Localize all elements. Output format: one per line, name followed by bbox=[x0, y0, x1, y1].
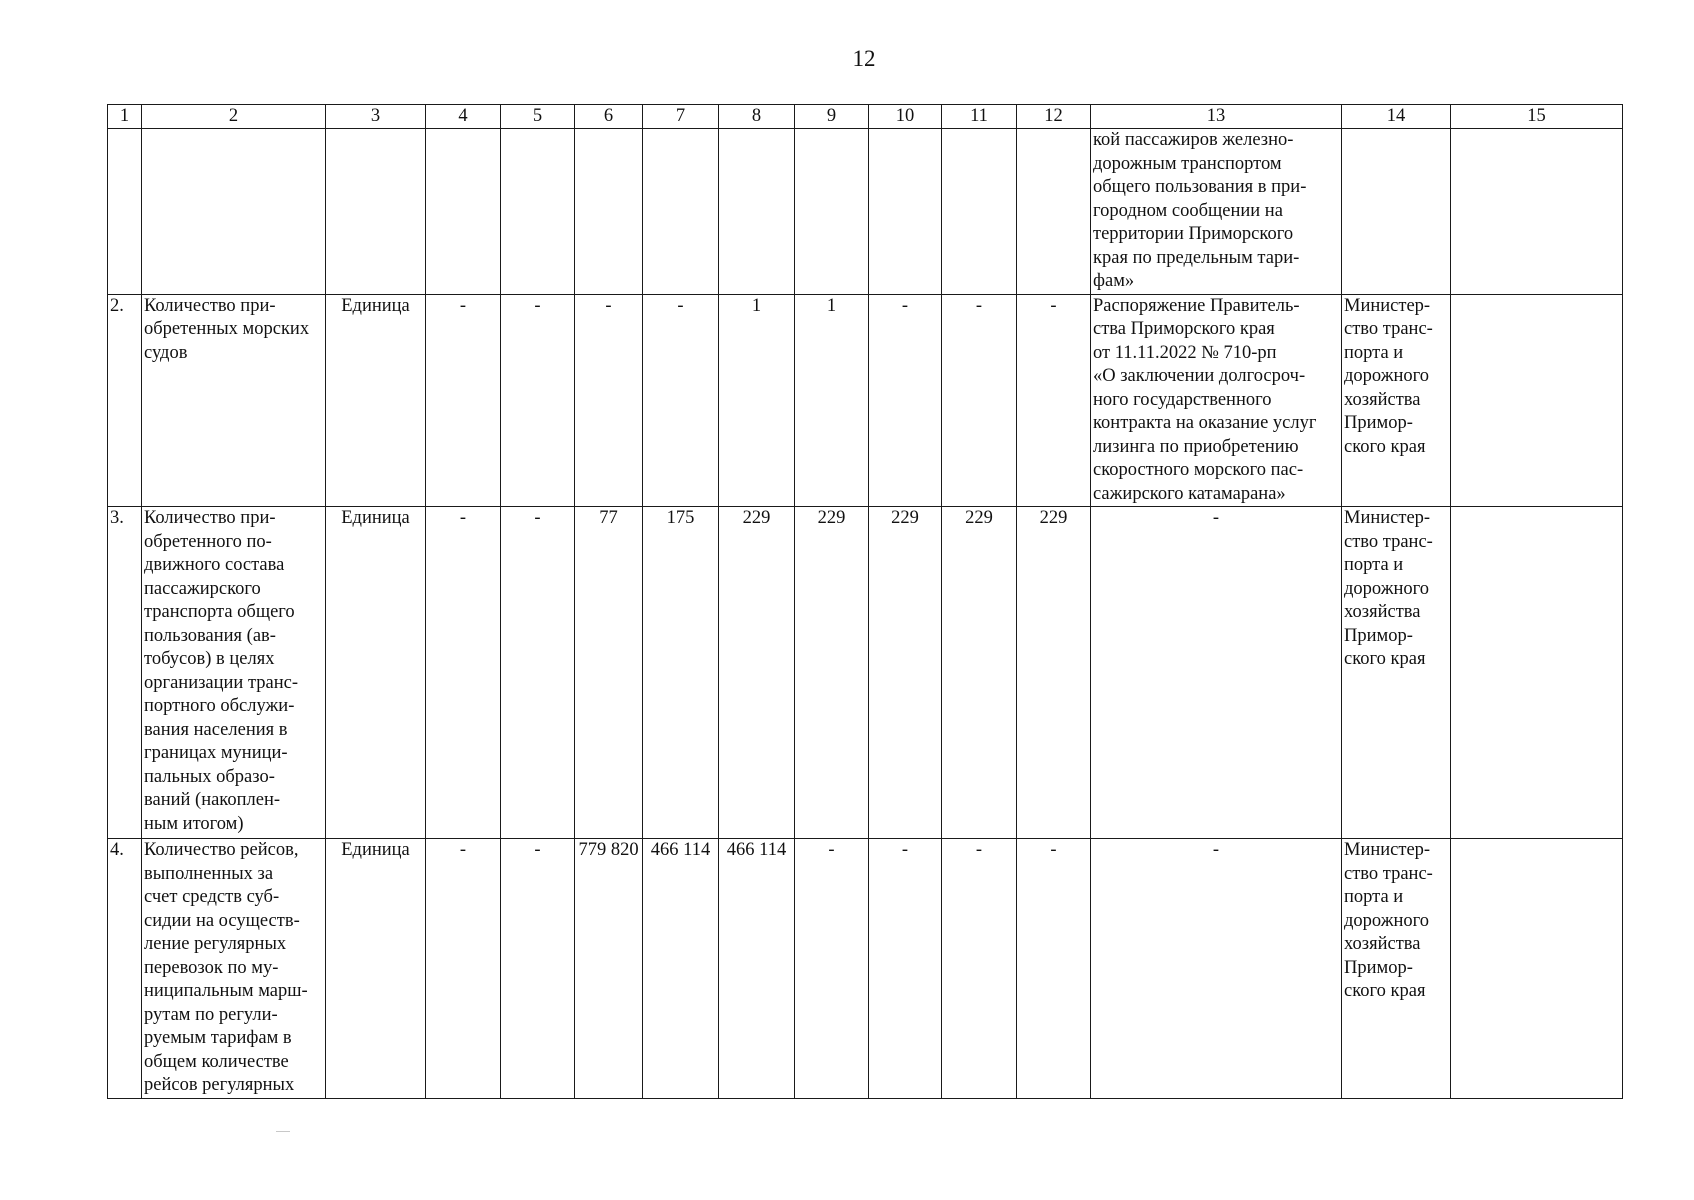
value-cell: 229 bbox=[1017, 507, 1091, 839]
legal-basis-cell: - bbox=[1091, 839, 1342, 1099]
row-number-cell: 3. bbox=[108, 507, 142, 839]
column-number: 1 bbox=[108, 105, 142, 129]
notes-cell bbox=[1451, 129, 1623, 295]
value-cell: - bbox=[795, 839, 869, 1099]
value-cell: 1 bbox=[795, 294, 869, 507]
responsible-cell: Министер- ство транс- порта и дорожного хозяйства Примор- ского края bbox=[1342, 294, 1451, 507]
column-number: 8 bbox=[719, 105, 795, 129]
table-row bbox=[108, 294, 1623, 507]
value-cell: - bbox=[426, 294, 501, 507]
column-number: 14 bbox=[1342, 105, 1451, 129]
unit-cell bbox=[326, 129, 426, 295]
page-number: 12 bbox=[852, 46, 876, 71]
scan-speck bbox=[276, 1131, 290, 1132]
value-cell: - bbox=[869, 294, 942, 507]
value-cell: - bbox=[1017, 839, 1091, 1099]
legal-basis-cell: кой пассажиров железно- дорожным транспортом общего пользования в при- городном сообщении на территории Приморского края по предельным тари- фам» bbox=[1091, 129, 1342, 295]
column-number: 7 bbox=[643, 105, 719, 129]
table-row bbox=[108, 839, 1623, 1099]
indicator-name-cell: Количество рейсов, выполненных за счет средств суб- сидии на осуществ- ление регулярных перевозок по му- ниципальным марш- рутам по регули- руемым тарифам в общем количестве рейсов регулярных bbox=[142, 839, 326, 1099]
value-cell: 466 114 bbox=[643, 839, 719, 1099]
value-cell: 77 bbox=[575, 507, 643, 839]
value-cell: - bbox=[426, 839, 501, 1099]
value-cell: 1 bbox=[719, 294, 795, 507]
column-number: 6 bbox=[575, 105, 643, 129]
row-number-cell bbox=[108, 129, 142, 295]
value-cell: - bbox=[869, 839, 942, 1099]
column-number: 12 bbox=[1017, 105, 1091, 129]
value-cell bbox=[1017, 129, 1091, 295]
column-number: 11 bbox=[942, 105, 1017, 129]
indicators-table bbox=[107, 104, 1623, 1099]
responsible-cell: Министер- ство транс- порта и дорожного хозяйства Примор- ского края bbox=[1342, 839, 1451, 1099]
value-cell: - bbox=[501, 294, 575, 507]
value-cell bbox=[869, 129, 942, 295]
table-row bbox=[108, 507, 1623, 839]
column-number: 10 bbox=[869, 105, 942, 129]
responsible-cell bbox=[1342, 129, 1451, 295]
value-cell bbox=[795, 129, 869, 295]
unit-cell: Единица bbox=[326, 507, 426, 839]
value-cell: - bbox=[575, 294, 643, 507]
value-cell bbox=[719, 129, 795, 295]
column-number: 3 bbox=[326, 105, 426, 129]
value-cell: 229 bbox=[719, 507, 795, 839]
value-cell: 229 bbox=[795, 507, 869, 839]
unit-cell: Единица bbox=[326, 839, 426, 1099]
table-row bbox=[108, 129, 1623, 295]
column-number: 5 bbox=[501, 105, 575, 129]
notes-cell bbox=[1451, 294, 1623, 507]
value-cell: - bbox=[643, 294, 719, 507]
value-cell: 175 bbox=[643, 507, 719, 839]
unit-cell: Единица bbox=[326, 294, 426, 507]
legal-basis-cell: - bbox=[1091, 507, 1342, 839]
column-number-row bbox=[108, 105, 1623, 129]
value-cell: - bbox=[426, 507, 501, 839]
column-number: 9 bbox=[795, 105, 869, 129]
indicator-name-cell: Количество при- обретенных морских судов bbox=[142, 294, 326, 507]
value-cell: 229 bbox=[942, 507, 1017, 839]
value-cell: - bbox=[1017, 294, 1091, 507]
row-number-cell: 4. bbox=[108, 839, 142, 1099]
column-number: 15 bbox=[1451, 105, 1623, 129]
responsible-cell: Министер- ство транс- порта и дорожного хозяйства Примор- ского края bbox=[1342, 507, 1451, 839]
value-cell bbox=[501, 129, 575, 295]
value-cell: 779 820 bbox=[575, 839, 643, 1099]
legal-basis-cell: Распоряжение Правитель- ства Приморского края от 11.11.2022 № 710-рп «О заключении долгосроч- ного государственного контракта на оказание услуг лизинга по приобретению скоростного морского пас- сажирского катамарана» bbox=[1091, 294, 1342, 507]
value-cell: 466 114 bbox=[719, 839, 795, 1099]
notes-cell bbox=[1451, 507, 1623, 839]
value-cell bbox=[942, 129, 1017, 295]
value-cell bbox=[575, 129, 643, 295]
value-cell: - bbox=[942, 294, 1017, 507]
column-number: 4 bbox=[426, 105, 501, 129]
indicator-name-cell bbox=[142, 129, 326, 295]
indicator-name-cell: Количество при- обретенного по- движного состава пассажирского транспорта общего пользования (ав- тобусов) в целях организации транс- портного обслужи- вания населения в границах муници- пальных образо- ваний (накоплен- ным итогом) bbox=[142, 507, 326, 839]
column-number: 13 bbox=[1091, 105, 1342, 129]
notes-cell bbox=[1451, 839, 1623, 1099]
value-cell bbox=[643, 129, 719, 295]
value-cell: 229 bbox=[869, 507, 942, 839]
column-number: 2 bbox=[142, 105, 326, 129]
value-cell: - bbox=[501, 507, 575, 839]
row-number-cell: 2. bbox=[108, 294, 142, 507]
value-cell: - bbox=[501, 839, 575, 1099]
value-cell bbox=[426, 129, 501, 295]
value-cell: - bbox=[942, 839, 1017, 1099]
